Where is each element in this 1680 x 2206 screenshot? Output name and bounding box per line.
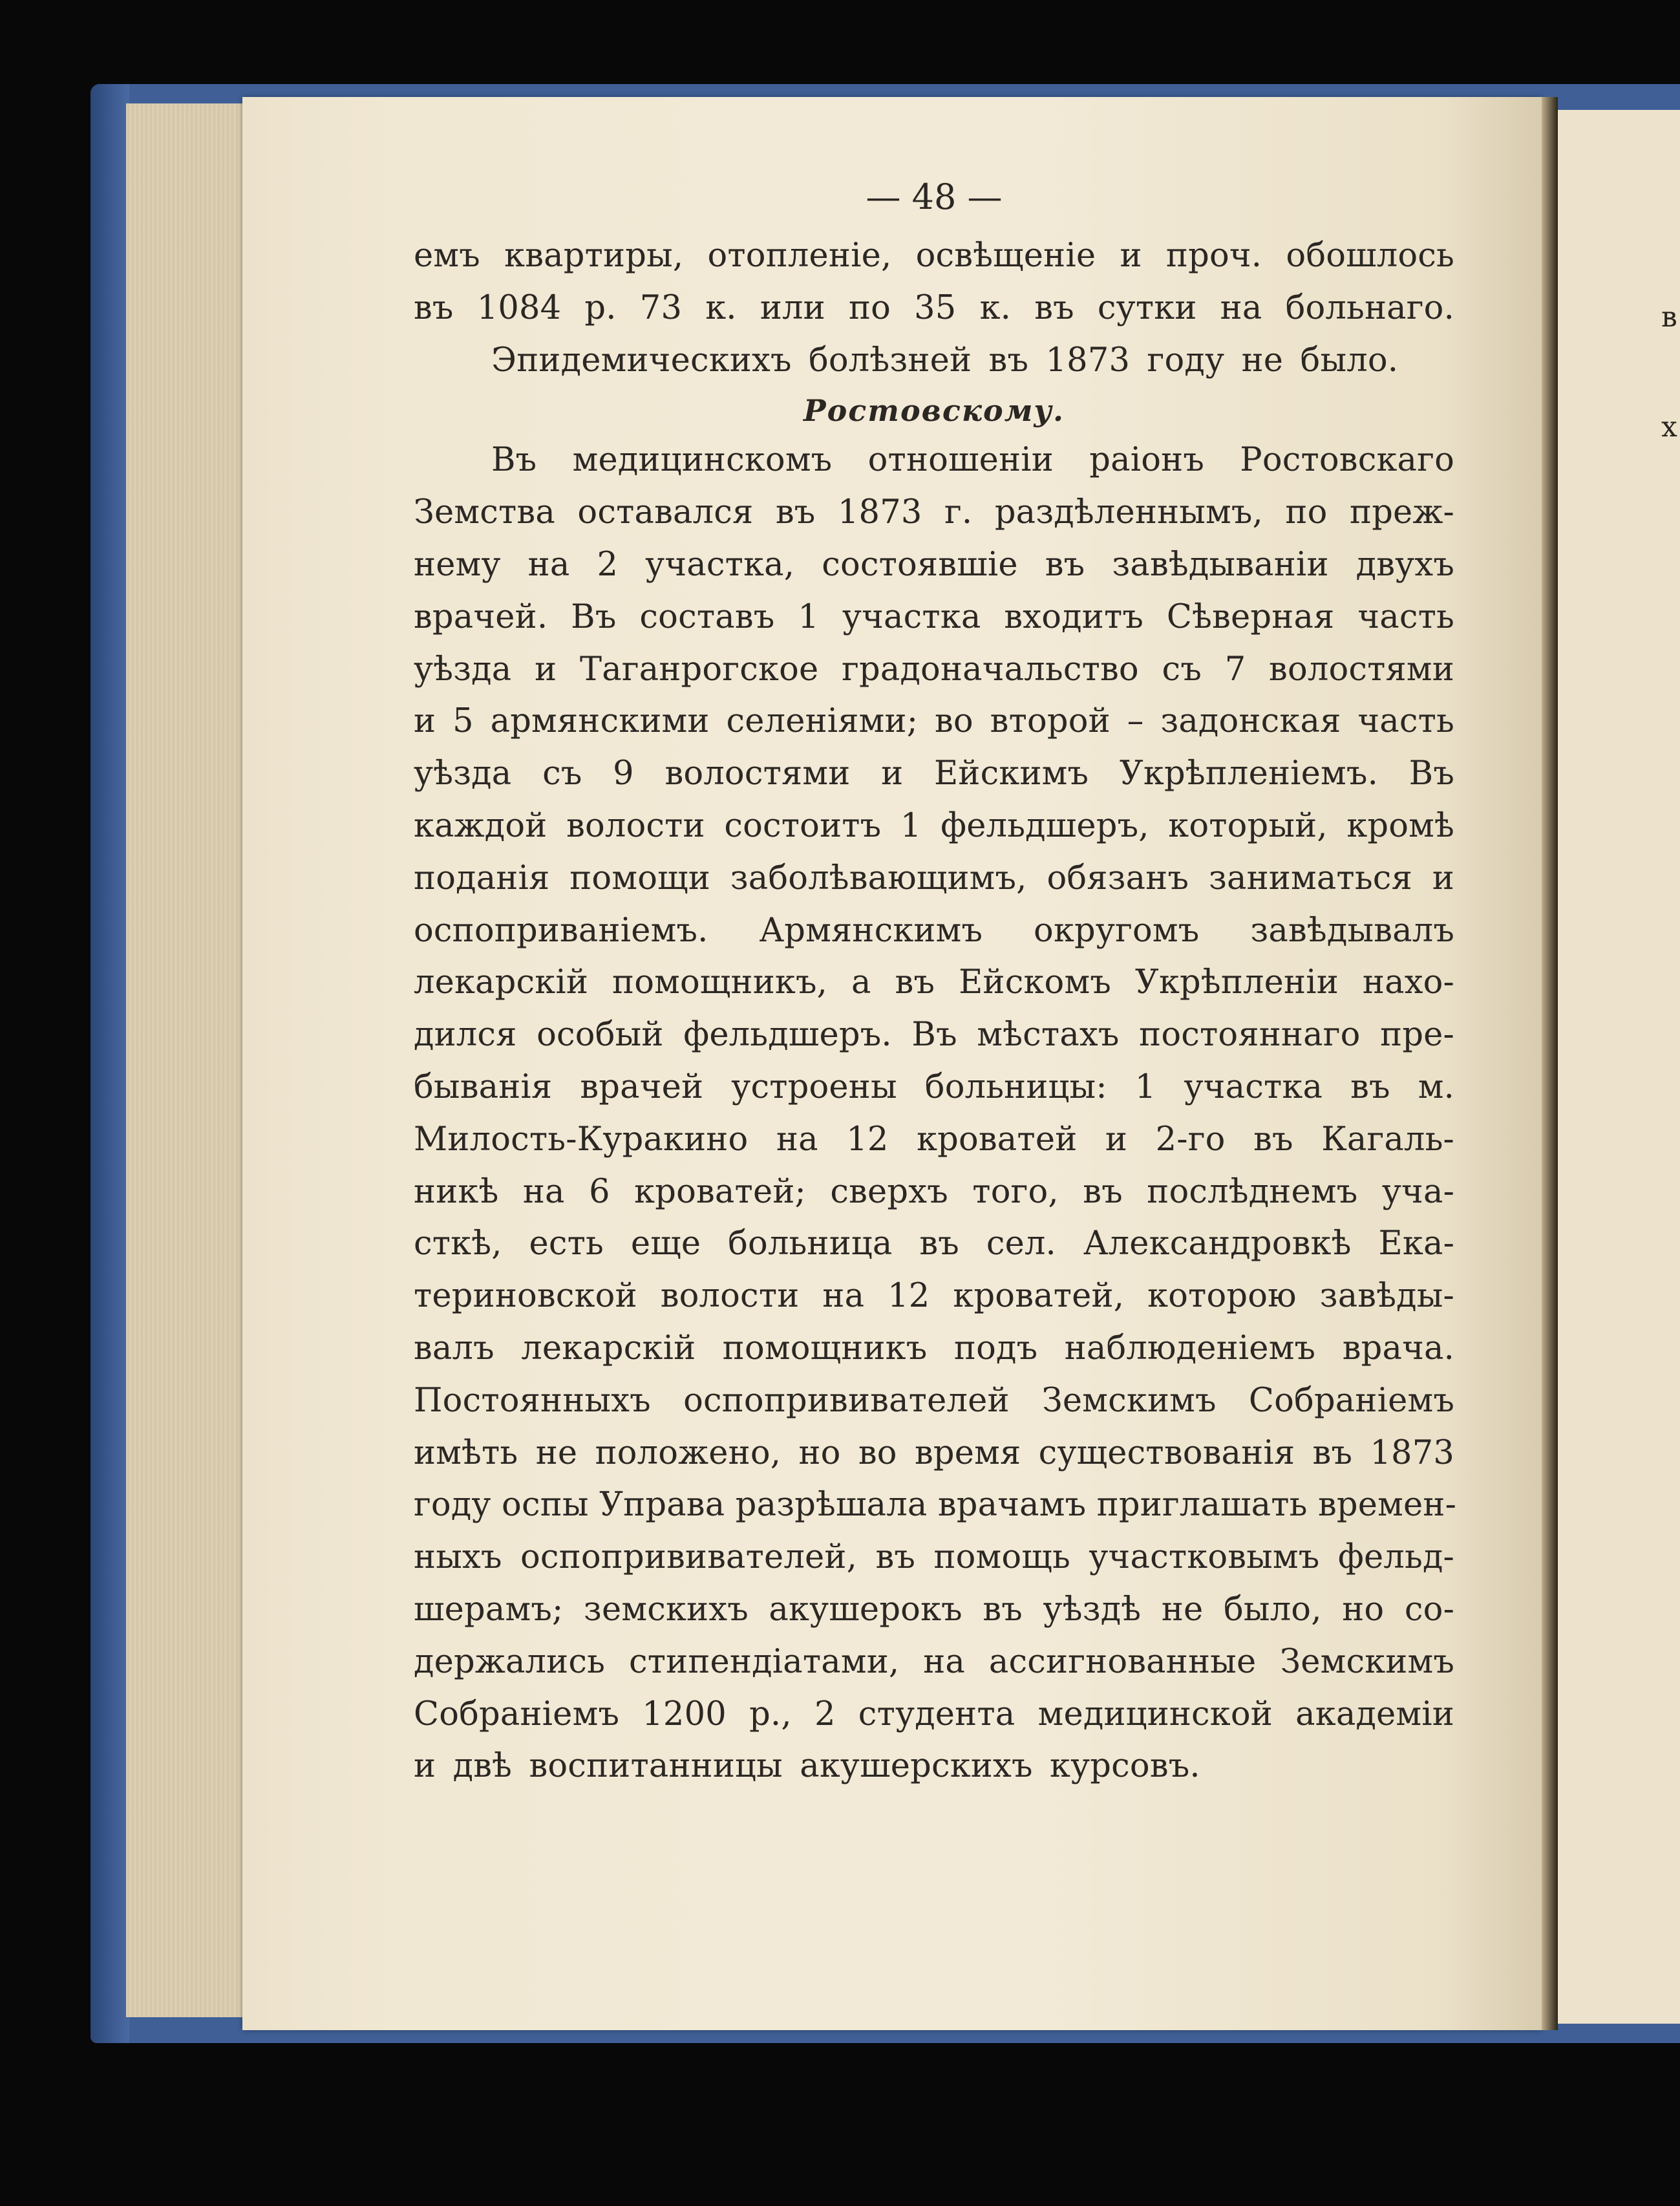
text-line: ныхъ оспопрививателей, въ помощь участковымъ фельд- bbox=[414, 1538, 1454, 1577]
text-line: уѣзда съ 9 волостями и Ейскимъ Укрѣпленіемъ. Въ bbox=[414, 755, 1454, 793]
facing-page-fragment: в bbox=[1661, 301, 1677, 334]
text-line: поданія помощи заболѣвающимъ, обязанъ заниматься и bbox=[414, 859, 1454, 897]
text-line: Милость-Куракино на 12 кроватей и 2-го въ Кагаль- bbox=[414, 1120, 1454, 1159]
text-line: Земства оставался въ 1873 г. раздѣленнымъ, по преж- bbox=[414, 493, 1454, 532]
text-line: держались стипендіатами, на ассигнованные Земскимъ bbox=[414, 1642, 1454, 1681]
text-line: Эпидемическихъ болѣзней въ 1873 году не было. bbox=[491, 341, 1399, 380]
text-line: сткѣ, есть еще больница въ сел. Александровкѣ Ека- bbox=[414, 1225, 1454, 1263]
text-line: каждой волости состоитъ 1 фельдшеръ, который, кромѣ bbox=[414, 806, 1454, 845]
page-text bbox=[414, 168, 1457, 1793]
facing-page bbox=[1558, 110, 1680, 2024]
page-number: — 48 — bbox=[866, 177, 1003, 217]
text-line: лекарскій помощникъ, а въ Ейскомъ Укрѣпленіи нахо- bbox=[414, 963, 1454, 1002]
text-line: Въ медицинскомъ отношеніи раіонъ Ростовскаго bbox=[491, 441, 1454, 480]
text-line: году оспы Управа разрѣшала врачамъ приглашать времен- bbox=[414, 1486, 1457, 1525]
text-line: быванія врачей устроены больницы: 1 участка въ м. bbox=[414, 1067, 1454, 1106]
text-line: никѣ на 6 кроватей; сверхъ того, въ послѣднемъ уча- bbox=[414, 1172, 1454, 1211]
text-line: имѣть не положено, но во время существованія въ 1873 bbox=[414, 1433, 1454, 1472]
text-line: уѣзда и Таганрогское градоначальство съ 7 волостями bbox=[414, 650, 1454, 689]
text-line: дился особый фельдшеръ. Въ мѣстахъ постояннаго пре- bbox=[414, 1016, 1454, 1055]
section-heading: Ростовскому. bbox=[803, 393, 1065, 429]
facing-page-fragment: х bbox=[1661, 411, 1677, 444]
text-line: Постоянныхъ оспопрививателей Земскимъ Собраніемъ bbox=[414, 1381, 1454, 1420]
text-line: оспоприваніемъ. Армянскимъ округомъ завѣдывалъ bbox=[414, 911, 1454, 950]
text-line: шерамъ; земскихъ акушерокъ въ уѣздѣ не было, но со- bbox=[414, 1590, 1454, 1629]
page-edges bbox=[126, 103, 255, 2017]
text-line: и двѣ воспитанницы акушерскихъ курсовъ. bbox=[414, 1747, 1200, 1786]
book-spine-edge bbox=[90, 84, 129, 2043]
text-line: въ 1084 р. 73 к. или по 35 к. въ сутки на больнаго. bbox=[414, 288, 1454, 327]
text-line: емъ квартиры, отопленіе, освѣщеніе и проч. обошлось bbox=[414, 237, 1454, 275]
text-line: валъ лекарскій помощникъ подъ наблюденіемъ врача. bbox=[414, 1329, 1454, 1367]
text-line: и 5 армянскими селеніями; во второй – задонская часть bbox=[414, 702, 1454, 741]
text-line: врачей. Въ составъ 1 участка входитъ Сѣверная часть bbox=[414, 597, 1454, 636]
text-line: нему на 2 участка, состоявшіе въ завѣдываніи двухъ bbox=[414, 545, 1454, 584]
text-line: териновской волости на 12 кроватей, которою завѣды- bbox=[414, 1277, 1454, 1316]
page-gutter bbox=[1542, 97, 1558, 2030]
text-line: Собраніемъ 1200 р., 2 студента медицинской академіи bbox=[414, 1695, 1454, 1733]
